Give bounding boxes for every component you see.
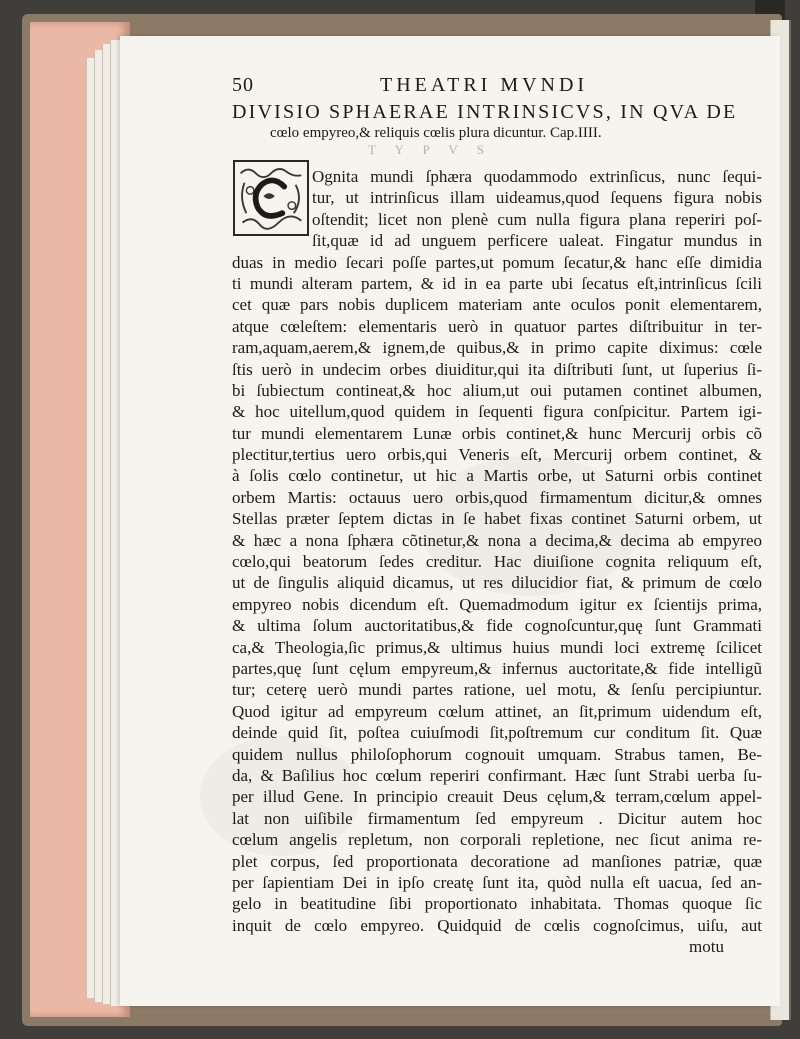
running-title: THEATRI MVNDI — [380, 74, 589, 96]
text-line: Stellas præter ſeptem dictas in ſe habet fixas continet Saturni orbem, ut — [232, 509, 762, 529]
text-line: ſit,quæ id ad unguem perficere ualeat. Fingatur mundus in — [312, 231, 762, 251]
text-line: inquit de cœlo empyreo. Quidquid de cœlis cognoſcimus, uiſu, aut — [232, 915, 762, 935]
text-line: ram,aquam,aerem,& ignem,de quibus,& in primo capite diximus: cœle — [232, 338, 762, 358]
text-line: & hoc uitellum,quod quidem in ſequenti figura conſpicitur. Partem igi- — [232, 402, 762, 422]
text-line: cœlum angelis repletum, non corporali repletione, nec ſicut anima re- — [232, 830, 762, 850]
text-line: gelo in beatitudine ſibi proportionato inhabitata. Thomas quoque ſic — [232, 894, 762, 914]
text-line: duas in medio ſecari poſſe partes,ut pomum ſecatur,& hanc eſſe dimidia — [232, 252, 762, 272]
text-line: atque cœleſtem: elementaris uerò in quatuor partes diſtribuitur in ter- — [232, 316, 762, 336]
text-line: tur; ceterę uerò mundi partes ratione, uel motu, & ſenſu percipiuntur. — [232, 680, 762, 700]
text-line: ſtis uerò in undecim orbes diuiditur,qui ita diſtributi ſunt, ut ſuperius ſi- — [232, 359, 762, 379]
text-line: ti mundi alteram partem, & id in ea parte ubi ſecatus eſt,intrinſicus ſcili — [232, 273, 762, 293]
text-line: per illud Gene. In principio creauit Deus cęlum,& terram,cœlum appel- — [232, 787, 762, 807]
text-line: orbem Martis: octauus uero orbis,quod firmamentum dicitur,& omnes — [232, 487, 762, 507]
text-line: plet corpus, ſed proportionata decoratione ad manſiones patriæ, quæ — [232, 851, 762, 871]
catchword: motu — [689, 937, 724, 957]
chapter-heading-line-2: cœlo empyreo,& reliquis cœlis plura dicuntur. Cap.IIII. — [270, 125, 602, 141]
text-line: oſtendit; licet non plenè cum nulla figura plana reperiri poſ- — [312, 209, 762, 229]
text-line: à ſolis cœlo continetur, ut hic a Martis orbe, ut Saturni orbis continet — [232, 466, 762, 486]
text-line: per ſapientiam Dei in ipſo creatę ſunt ita, quòd nulla eſt uacua, ſed an- — [232, 872, 762, 892]
text-line: partes,quę ſunt cęlum empyreum,& infernus auctoritate,& fide intelligũ — [232, 658, 762, 678]
text-line: tur, ut intrinſicus illam uideamus,quod ſequens figura nobis — [312, 188, 762, 208]
text-line: cet quæ pars nobis duplicem materiam ante oculos ponit elementarem, — [232, 295, 762, 315]
text-line: lat non uiſibile firmamentum ſed empyreum . Dicitur autem hoc — [232, 808, 762, 828]
text-line: & ultima ſolum auctoritatibus,& fide cognoſcuntur,quę ſunt Grammati — [232, 616, 762, 636]
text-line: da, & Baſilius hoc cœlum reperiri confirmant. Hæc ſunt Strabi uerba ſu- — [232, 765, 762, 785]
text-line: & hæc a nona ſphæra cõtinetur,& nona a decima,& decima ab empyreo — [232, 530, 762, 550]
text-line: ca,& Theologia,ſic primus,& ultimus huius mundi loci extremę ſcilicet — [232, 637, 762, 657]
text-line: deinde quid ſit, poſtea cuiuſmodi ſit,poſtremum cur conditum ſit. Quæ — [232, 723, 762, 743]
text-line: bi ſubiectum contineat,& hoc alium,ut oui putamen continet albumen, — [232, 380, 762, 400]
chapter-heading — [232, 100, 772, 142]
text-line: plectitur,tertius uero orbis,qui Veneris eſt, Mercurij orbem continet, & — [232, 445, 762, 465]
text-line: tur mundi elementarem Lunæ orbis continet,& hunc Mercurij orbis cõ — [232, 423, 762, 443]
running-head — [232, 74, 772, 102]
text-line: quidem nullus philoſophorum cognouit umquam. Strabus tamen, Be- — [232, 744, 762, 764]
page-number: 50 — [232, 74, 254, 96]
chapter-heading-line-1: DIVISIO SPHAERAE INTRINSICVS, IN QVA DE — [232, 101, 738, 123]
body-text — [232, 166, 762, 957]
text-line: Quod igitur ad empyreum cœlum attinet, an ſit,primum uidendum eſt, — [232, 701, 762, 721]
text-line: Ognita mundi ſphæra quodammodo extrinſicus, nunc ſequi- — [312, 167, 762, 186]
bleed-through-text: T Y P V S — [368, 142, 493, 157]
text-line: cœlo,qui beatorum ſedes creditur. Hac diuiſione cognita reliquum eſt, — [232, 552, 762, 572]
text-line: empyreo nobis dicendum eſt. Quemadmodum igitur ex ſcientijs prima, — [232, 594, 762, 614]
text-line: ut de ſingulis aliquid dicamus, ut res dilucidior fiat, & primum de cœlo — [232, 573, 762, 593]
